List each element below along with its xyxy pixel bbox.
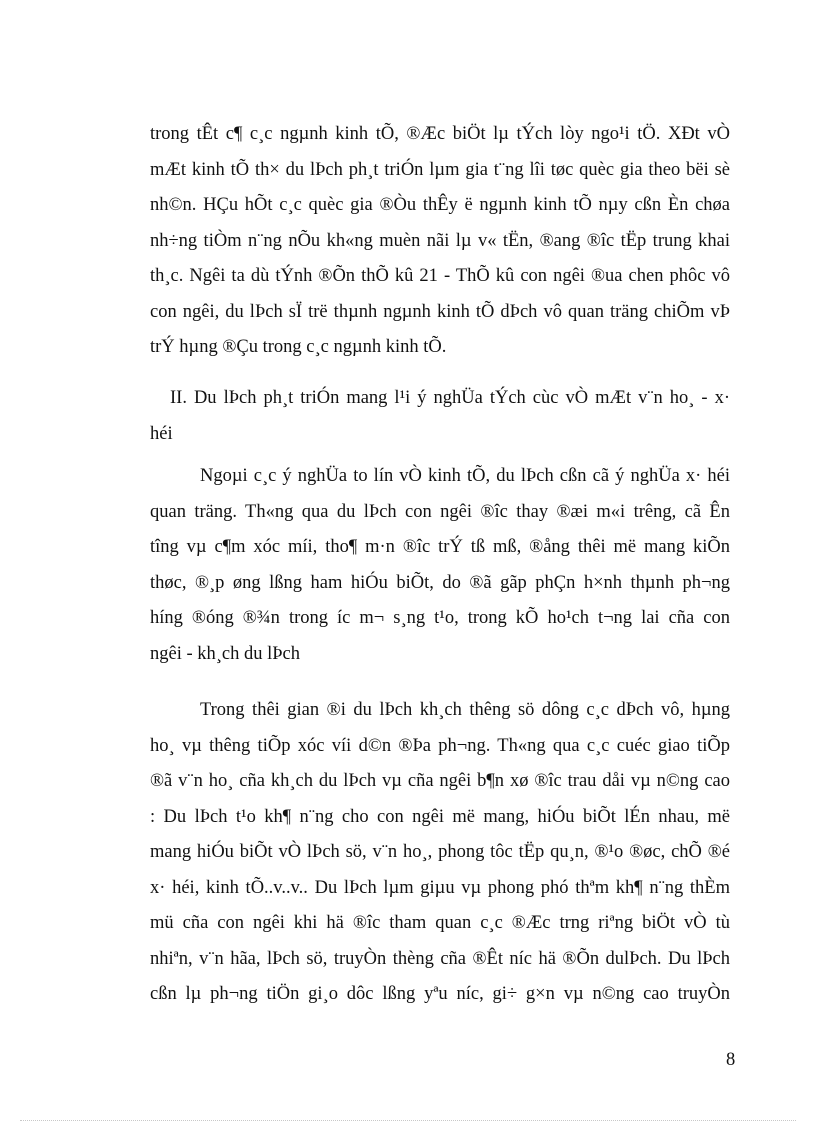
heading-line: II. Du lÞch ph¸t triÓn mang l¹i ý nghÜa tÝch cùc vÒ mÆt v¨n ho¸ - x· xyxy=(170,388,730,408)
text-line: x· héi, kinh tÕ..v..v.. Du lÞch lµm giµu vµ phong phó thªm kh¶ n¨ng thÈm xyxy=(150,877,730,898)
paragraph-economy xyxy=(150,117,730,366)
page-bottom-divider xyxy=(20,1120,796,1121)
text-line: thøc, ®¸p øng lßng ham hiÓu biÕt, do ®ã gãp phÇn h×nh thµnh ph¬ng xyxy=(150,572,730,593)
paragraph-social xyxy=(150,459,730,672)
text-line: tîng vµ c¶m xóc míi, tho¶ m·n ®îc trÝ tß mß, ®ång thêi më mang kiÕn xyxy=(150,537,730,557)
text-line: mÆt kinh tÕ th× du lÞch ph¸t triÓn lµm gia t¨ng lîi tøc quèc gia theo bëi sè xyxy=(150,159,730,180)
section-heading xyxy=(150,381,730,452)
text-line: trÝ hµng ®Çu trong c¸c ngµnh kinh tÕ. xyxy=(150,337,447,357)
text-line: Trong thêi gian ®i du lÞch kh¸ch thêng sö dông c¸c dÞch vô, hµng xyxy=(200,700,730,720)
text-line: ngêi - kh¸ch du lÞch xyxy=(150,643,301,664)
text-line: trong tÊt c¶ c¸c ngµnh kinh tÕ, ®Æc biÖt lµ tÝch lòy ngo¹i tÖ. XÐt vÒ xyxy=(150,124,730,144)
page-number: 8 xyxy=(726,1050,736,1070)
text-line: híng ®óng ®¾n trong íc m¬ s¸ng t¹o, trong kÕ ho¹ch t¬ng lai cña con xyxy=(150,608,730,628)
text-line: th¸c. Ngêi ta dù tÝnh ®Õn thÕ kû 21 - ThÕ kû con ngêi ®ua chen phôc vô xyxy=(150,266,730,286)
text-line: ®ã v¨n ho¸ cña kh¸ch du lÞch vµ cña ngêi b¶n xø ®îc trau dåi vµ n©ng cao xyxy=(150,771,730,791)
text-line: nh©n. HÇu hÕt c¸c quèc gia ®Òu thÊy ë ngµnh kinh tÕ nµy cßn Èn chøa xyxy=(150,195,730,215)
text-line: quan träng. Th«ng qua du lÞch con ngêi ®îc thay ®æi m«i trêng, cã Ên xyxy=(150,501,730,522)
text-line: ho¸ vµ thêng tiÕp xóc víi d©n ®Þa ph¬ng. Th«ng qua c¸c cuéc giao tiÕp xyxy=(150,735,730,756)
paragraph-culture xyxy=(150,693,730,1013)
text-line: mang hiÓu biÕt vÒ lÞch sö, v¨n ho¸, phong tôc tËp qu¸n, ®¹o ®øc, chÕ ®é xyxy=(150,842,730,862)
text-line: mü cña con ngêi khi hä ®îc tham quan c¸c ®Æc trng riªng biÖt vÒ tù xyxy=(150,913,730,933)
text-line: cßn lµ ph¬ng tiÖn gi¸o dôc lßng yªu níc, gi÷ g×n vµ n©ng cao truyÒn xyxy=(150,984,730,1004)
text-line: nhiªn, v¨n hãa, lÞch sö, truyÒn thèng cña ®Êt níc hä ®Õn dulÞch. Du lÞch xyxy=(150,948,730,969)
text-line: Ngoµi c¸c ý nghÜa to lín vÒ kinh tÕ, du lÞch cßn cã ý nghÜa x· héi xyxy=(200,466,730,486)
text-line: con ngêi, du lÞch sÏ trë thµnh ngµnh kinh tÕ dÞch vô quan träng chiÕm vÞ xyxy=(150,301,730,322)
heading-line: héi xyxy=(150,423,173,444)
text-line: : Du lÞch t¹o kh¶ n¨ng cho con ngêi më mang, hiÓu biÕt lÉn nhau, më xyxy=(150,806,730,827)
text-line: nh÷ng tiÒm n¨ng nÕu kh«ng muèn nãi lµ v« tËn, ®ang ®îc tËp trung khai xyxy=(150,230,730,251)
